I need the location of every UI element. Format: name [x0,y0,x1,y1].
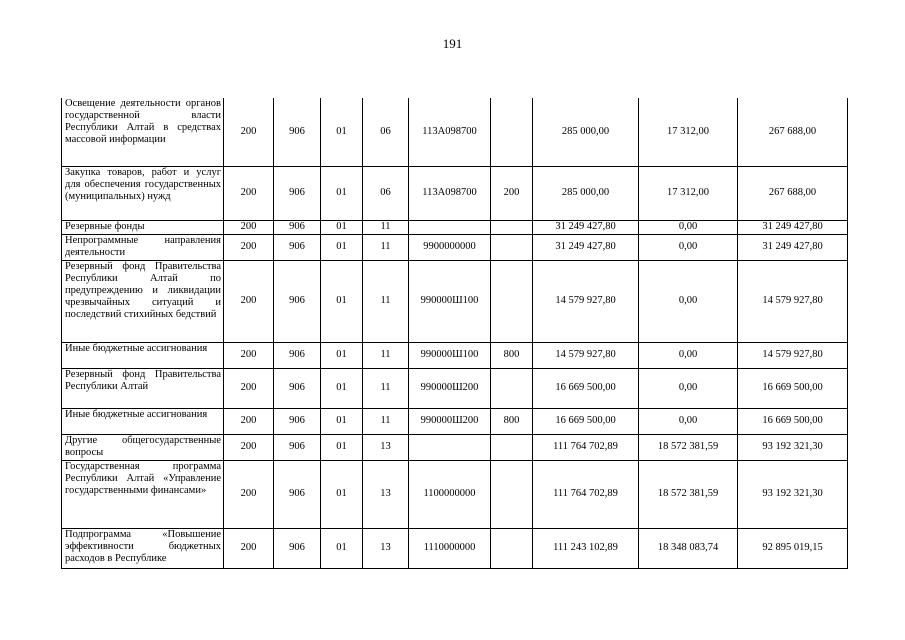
expense-type: 200 [491,166,533,220]
ministry-code: 906 [274,368,321,408]
target-article [409,434,491,460]
section-code: 01 [321,460,363,528]
table-row [62,368,848,408]
expense-type: 800 [491,342,533,368]
table-row [62,220,848,234]
change-amount: 0,00 [639,342,738,368]
expense-type [491,234,533,260]
target-article: 990000Ш200 [409,368,491,408]
planned-amount: 111 764 702,89 [533,434,639,460]
expense-type: 800 [491,408,533,434]
expense-type [491,460,533,528]
target-article [409,220,491,234]
target-article: 9900000000 [409,234,491,260]
target-article: 1100000000 [409,460,491,528]
planned-amount: 111 243 102,89 [533,528,639,568]
admin-code: 200 [224,460,274,528]
table-row [62,342,848,368]
admin-code: 200 [224,260,274,342]
table-row [62,434,848,460]
change-amount: 0,00 [639,234,738,260]
change-amount: 0,00 [639,260,738,342]
section-code: 01 [321,260,363,342]
table-row [62,166,848,220]
section-code: 01 [321,234,363,260]
ministry-code: 906 [274,220,321,234]
target-article: 990000Ш100 [409,260,491,342]
ministry-code: 906 [274,434,321,460]
row-name: Иные бюджетные ассигнования [62,342,224,368]
change-amount: 18 572 381,59 [639,434,738,460]
section-code: 01 [321,98,363,166]
subsection-code: 11 [363,220,409,234]
total-amount: 14 579 927,80 [738,342,848,368]
target-article: 990000Ш100 [409,342,491,368]
total-amount: 93 192 321,30 [738,434,848,460]
total-amount: 267 688,00 [738,98,848,166]
row-name: Другие общегосударственные вопросы [62,434,224,460]
change-amount: 18 572 381,59 [639,460,738,528]
section-code: 01 [321,408,363,434]
ministry-code: 906 [274,234,321,260]
section-code: 01 [321,368,363,408]
admin-code: 200 [224,166,274,220]
row-name: Резервный фонд Правительства Республики Алтай [62,368,224,408]
table-row [62,408,848,434]
ministry-code: 906 [274,408,321,434]
row-name: Подпрограмма «Повышение эффективности бюджетных расходов в Республике [62,528,224,568]
admin-code: 200 [224,368,274,408]
subsection-code: 11 [363,234,409,260]
ministry-code: 906 [274,98,321,166]
planned-amount: 16 669 500,00 [533,368,639,408]
admin-code: 200 [224,434,274,460]
planned-amount: 285 000,00 [533,166,639,220]
table-row [62,460,848,528]
subsection-code: 13 [363,528,409,568]
expense-type [491,98,533,166]
table-row [62,98,848,166]
planned-amount: 31 249 427,80 [533,220,639,234]
table-row [62,260,848,342]
total-amount: 14 579 927,80 [738,260,848,342]
subsection-code: 11 [363,408,409,434]
section-code: 01 [321,166,363,220]
total-amount: 267 688,00 [738,166,848,220]
total-amount: 16 669 500,00 [738,368,848,408]
change-amount: 18 348 083,74 [639,528,738,568]
table-row [62,234,848,260]
subsection-code: 13 [363,434,409,460]
total-amount: 92 895 019,15 [738,528,848,568]
section-code: 01 [321,342,363,368]
admin-code: 200 [224,408,274,434]
change-amount: 17 312,00 [639,98,738,166]
target-article: 113А098700 [409,166,491,220]
expense-type [491,434,533,460]
ministry-code: 906 [274,342,321,368]
admin-code: 200 [224,342,274,368]
planned-amount: 14 579 927,80 [533,342,639,368]
total-amount: 93 192 321,30 [738,460,848,528]
admin-code: 200 [224,528,274,568]
subsection-code: 11 [363,342,409,368]
row-name: Непрограммные направления деятельности [62,234,224,260]
expense-type [491,528,533,568]
ministry-code: 906 [274,260,321,342]
planned-amount: 14 579 927,80 [533,260,639,342]
planned-amount: 31 249 427,80 [533,234,639,260]
planned-amount: 285 000,00 [533,98,639,166]
row-name: Закупка товаров, работ и услуг для обеспечения государственных (муниципальных) нужд [62,166,224,220]
change-amount: 0,00 [639,220,738,234]
row-name: Резервный фонд Правительства Республики Алтай по предупреждению и ликвидации чрезвычайных ситуаций и последствий стихийных бедствий [62,260,224,342]
expense-type [491,220,533,234]
change-amount: 17 312,00 [639,166,738,220]
total-amount: 31 249 427,80 [738,220,848,234]
row-name: Освещение деятельности органов государственной власти Республики Алтай в средствах массовой информации [62,98,224,166]
total-amount: 16 669 500,00 [738,408,848,434]
change-amount: 0,00 [639,368,738,408]
subsection-code: 11 [363,260,409,342]
change-amount: 0,00 [639,408,738,434]
admin-code: 200 [224,220,274,234]
target-article: 113А098700 [409,98,491,166]
subsection-code: 06 [363,98,409,166]
total-amount: 31 249 427,80 [738,234,848,260]
ministry-code: 906 [274,460,321,528]
planned-amount: 111 764 702,89 [533,460,639,528]
ministry-code: 906 [274,528,321,568]
subsection-code: 11 [363,368,409,408]
target-article: 1110000000 [409,528,491,568]
expense-type [491,368,533,408]
section-code: 01 [321,220,363,234]
section-code: 01 [321,434,363,460]
planned-amount: 16 669 500,00 [533,408,639,434]
section-code: 01 [321,528,363,568]
page-number: 191 [442,36,463,51]
ministry-code: 906 [274,166,321,220]
admin-code: 200 [224,234,274,260]
table-row [62,528,848,568]
subsection-code: 06 [363,166,409,220]
row-name: Иные бюджетные ассигнования [62,408,224,434]
target-article: 990000Ш200 [409,408,491,434]
subsection-code: 13 [363,460,409,528]
admin-code: 200 [224,98,274,166]
expense-type [491,260,533,342]
row-name: Государственная программа Республики Алтай «Управление государственными финансами» [62,460,224,528]
row-name: Резервные фонды [62,220,224,234]
budget-table [61,98,848,569]
